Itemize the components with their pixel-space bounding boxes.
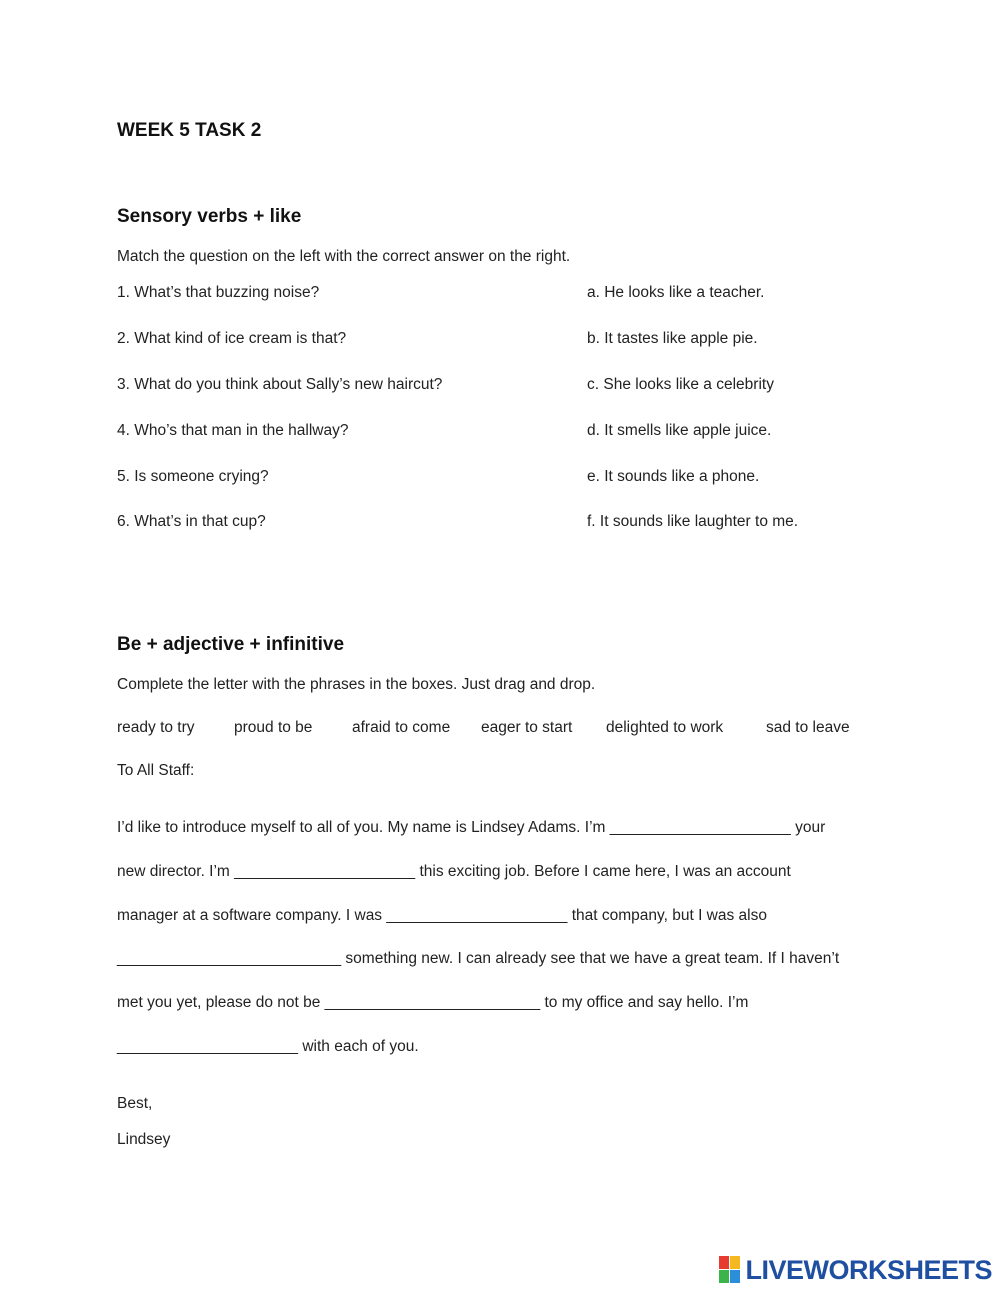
letter-line: __________________________ something new. I can already see that we have a great team. If I haven’t bbox=[117, 950, 840, 967]
answer-item[interactable]: c. She looks like a celebrity bbox=[587, 376, 774, 393]
question-item: 1. What’s that buzzing noise? bbox=[117, 284, 320, 301]
section-heading-adjective-infinitive: Be + adjective + infinitive bbox=[117, 634, 345, 655]
answer-item[interactable]: e. It sounds like a phone. bbox=[587, 468, 760, 485]
letter-salutation: To All Staff: bbox=[117, 762, 195, 779]
answer-item[interactable]: d. It smells like apple juice. bbox=[587, 422, 772, 439]
page-title: WEEK 5 TASK 2 bbox=[117, 120, 262, 141]
question-item: 2. What kind of ice cream is that? bbox=[117, 330, 347, 347]
answer-item[interactable]: a. He looks like a teacher. bbox=[587, 284, 765, 301]
question-item: 4. Who’s that man in the hallway? bbox=[117, 422, 349, 439]
section-instruction-complete: Complete the letter with the phrases in the boxes. Just drag and drop. bbox=[117, 676, 596, 693]
letter-line: I’d like to introduce myself to all of you. My name is Lindsey Adams. I’m _____________________ your bbox=[117, 819, 826, 836]
question-item: 3. What do you think about Sally’s new haircut? bbox=[117, 376, 443, 393]
word-bank-item[interactable]: delighted to work bbox=[606, 719, 724, 736]
letter-closing: Best, bbox=[117, 1095, 153, 1112]
word-bank-item[interactable]: ready to try bbox=[117, 719, 195, 736]
section-heading-sensory-verbs: Sensory verbs + like bbox=[117, 206, 302, 227]
letter-line: met you yet, please do not be _________________________ to my office and say hello. I’m bbox=[117, 994, 749, 1011]
section-instruction-match: Match the question on the left with the correct answer on the right. bbox=[117, 248, 571, 265]
letter-line: _____________________ with each of you. bbox=[117, 1038, 419, 1055]
question-item: 5. Is someone crying? bbox=[117, 468, 269, 485]
word-bank-item[interactable]: sad to leave bbox=[766, 719, 850, 736]
letter-signature: Lindsey bbox=[117, 1131, 171, 1148]
word-bank-item[interactable]: afraid to come bbox=[352, 719, 451, 736]
word-bank-item[interactable]: proud to be bbox=[234, 719, 313, 736]
word-bank-item[interactable]: eager to start bbox=[481, 719, 573, 736]
liveworksheets-logo bbox=[719, 1254, 992, 1286]
letter-line: new director. I’m _____________________ this exciting job. Before I came here, I was an account bbox=[117, 863, 791, 880]
letter-line: manager at a software company. I was _____________________ that company, but I was also bbox=[117, 907, 767, 924]
liveworksheets-logo-icon bbox=[719, 1256, 741, 1284]
answer-item[interactable]: b. It tastes like apple pie. bbox=[587, 330, 758, 347]
question-item: 6. What’s in that cup? bbox=[117, 513, 266, 530]
answer-item[interactable]: f. It sounds like laughter to me. bbox=[587, 513, 799, 530]
liveworksheets-logo-text: LIVEWORKSHEETS bbox=[745, 1254, 992, 1285]
